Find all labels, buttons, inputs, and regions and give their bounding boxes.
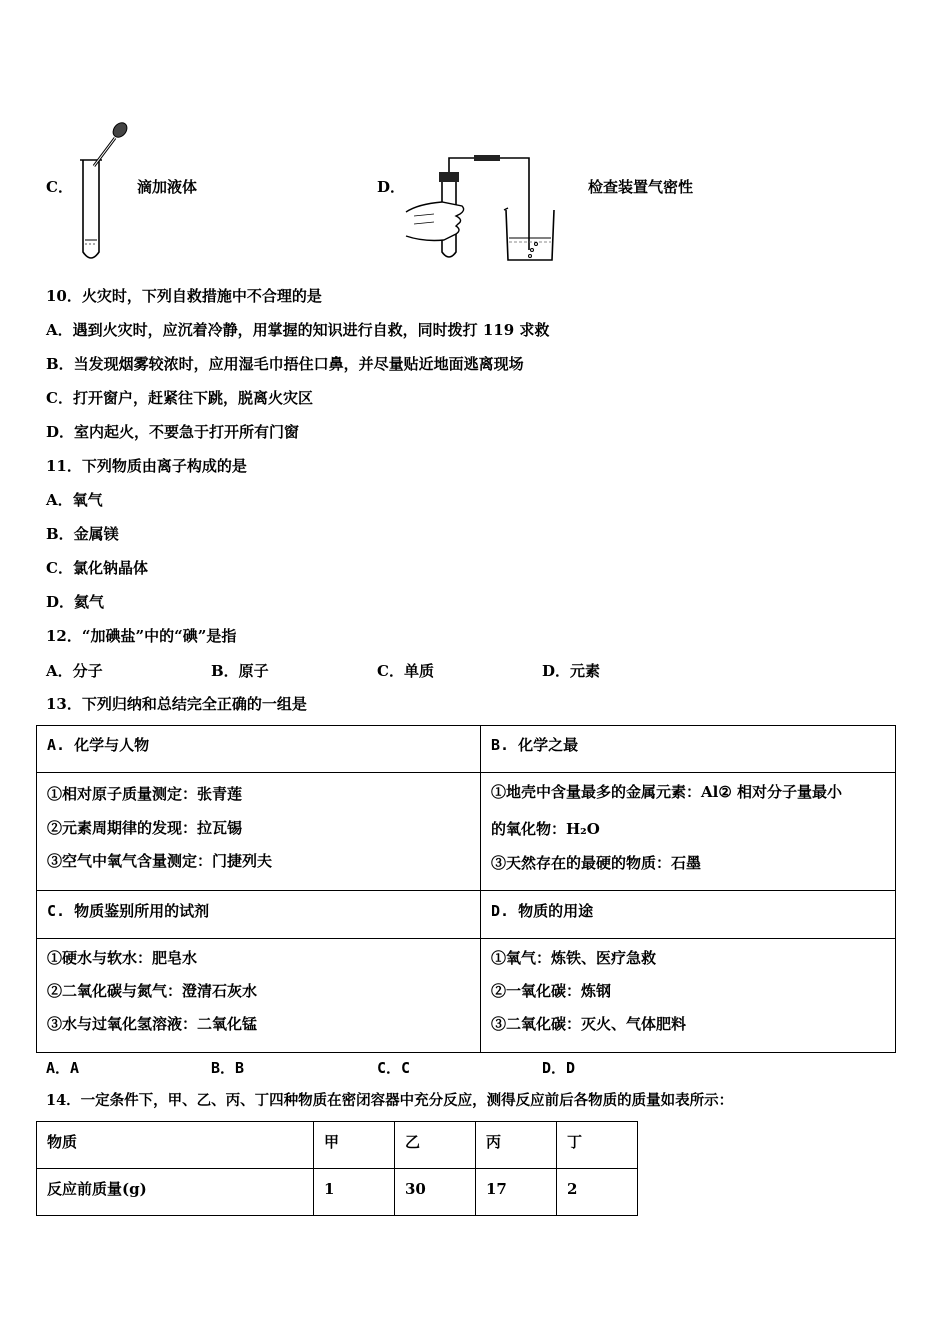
q13-cell-c-head [37, 891, 481, 939]
q10-stem: 10．火灾时，下列自救措施中不合理的是 [46, 287, 322, 305]
q13-cell-a-body [37, 773, 481, 891]
q13-b-line-1: ①地壳中含量最多的金属元素：Al② 相对分子量最小 [491, 783, 843, 801]
q13-b-line-2: 的氧化物：H₂O [491, 820, 600, 838]
q14-mass-table [36, 1121, 638, 1216]
q10-option-b: B．当发现烟雾较浓时，应用湿毛巾捂住口鼻，并尽量贴近地面逃离现场 [46, 355, 524, 373]
q14-row1-bing [476, 1169, 557, 1216]
dropper-test-tube-illustration [70, 118, 140, 266]
q10-option-c: C．打开窗户，赶紧往下跳，脱离火灾区 [46, 389, 313, 407]
q13-cell-d-head [481, 891, 896, 939]
q13-c-line-1: ①硬水与软水：肥皂水 [47, 949, 198, 967]
q14-h1: 甲 [324, 1133, 340, 1151]
q13-c-line-2: ②二氧化碳与氮气：澄清石灰水 [47, 982, 258, 1000]
q14-stem: 14．一定条件下，甲、乙、丙、丁四种物质在密闭容器中充分反应，测得反应前后各物质的质量如表所示： [46, 1092, 734, 1109]
q13-option-c: C．C [377, 1059, 411, 1077]
q11-stem: 11．下列物质由离子构成的是 [46, 457, 247, 475]
q13-c-head: C. 物质鉴别所用的试剂 [47, 902, 210, 920]
q13-option-d: D．D [542, 1059, 576, 1077]
q14-row1-jia [314, 1169, 395, 1216]
q13-cell-b-head [481, 726, 896, 773]
q14-row1-label [37, 1169, 314, 1216]
q9-option-c-letter: C． [46, 178, 73, 196]
q13-cell-c-body [37, 939, 481, 1053]
q13-a-line-2: ②元素周期律的发现：拉瓦锡 [47, 819, 243, 837]
q11-option-d: D．氦气 [46, 593, 105, 611]
q14-h2: 乙 [405, 1133, 421, 1151]
q13-a-line-1: ①相对原子质量测定：张青莲 [47, 785, 243, 803]
q13-stem: 13．下列归纳和总结完全正确的一组是 [46, 695, 307, 713]
q12-option-a: A．分子 [46, 662, 103, 680]
q13-b-head: B. 化学之最 [491, 736, 579, 754]
q14-h0: 物质 [47, 1133, 78, 1151]
q12-stem: 12．“加碘盐”中的“碘”是指 [46, 627, 237, 645]
q13-d-line-1: ①氧气：炼铁、医疗急救 [491, 949, 657, 967]
q11-option-b: B．金属镁 [46, 525, 119, 543]
q13-b-line-3: ③天然存在的最硬的物质：石墨 [491, 854, 702, 872]
airtightness-check-illustration [404, 150, 564, 266]
q13-a-line-3: ③空气中氧气含量测定：门捷列夫 [47, 852, 273, 870]
q14-header-jia [314, 1122, 395, 1169]
q13-d-line-3: ③二氧化碳：灭火、气体肥料 [491, 1015, 687, 1033]
q9-option-c-label: 滴加液体 [137, 178, 198, 196]
q13-cell-a-head [37, 726, 481, 773]
q13-summary-table [36, 725, 896, 1053]
q9-option-d-label: 检查装置气密性 [588, 178, 694, 196]
q14-r0: 反应前质量(g) [47, 1180, 147, 1198]
q14-r3: 17 [486, 1180, 507, 1198]
q13-cell-b-body [481, 773, 896, 891]
q14-r2: 30 [405, 1180, 426, 1198]
q14-r4: 2 [567, 1180, 578, 1198]
q14-r1: 1 [324, 1180, 335, 1198]
q12-option-b: B．原子 [211, 662, 269, 680]
q13-d-line-2: ②一氧化碳：炼钢 [491, 982, 612, 1000]
q14-header-ding [557, 1122, 638, 1169]
q13-cell-d-body [481, 939, 896, 1053]
q12-option-d: D．元素 [542, 662, 601, 680]
q14-row1-yi [395, 1169, 476, 1216]
q14-row1-ding [557, 1169, 638, 1216]
q10-option-a: A．遇到火灾时，应沉着冷静，用掌握的知识进行自救，同时拨打 119 求救 [46, 321, 550, 339]
q9-option-d-letter: D． [377, 178, 406, 196]
q13-d-head: D. 物质的用途 [491, 902, 594, 920]
q14-h3: 丙 [486, 1133, 502, 1151]
q14-h4: 丁 [567, 1133, 583, 1151]
q11-option-c: C．氯化钠晶体 [46, 559, 148, 577]
q12-option-c: C．单质 [377, 662, 434, 680]
q13-option-b: B．B [211, 1059, 245, 1077]
q13-a-head: A. 化学与人物 [47, 736, 150, 754]
q14-header-yi [395, 1122, 476, 1169]
q13-option-a: A．A [46, 1059, 80, 1077]
q11-option-a: A．氧气 [46, 491, 103, 509]
q13-c-line-3: ③水与过氧化氢溶液：二氧化锰 [47, 1015, 258, 1033]
q14-header-substance [37, 1122, 314, 1169]
q10-option-d: D．室内起火，不要急于打开所有门窗 [46, 423, 300, 441]
q14-header-bing [476, 1122, 557, 1169]
